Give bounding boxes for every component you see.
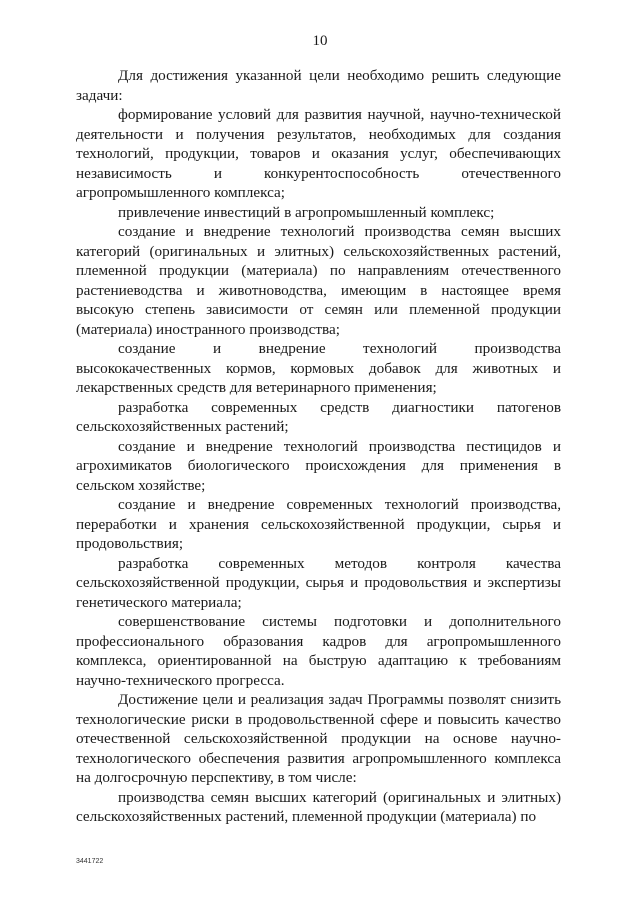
paragraph-task-diagnostics: разработка современных средств диагностики патогенов сельскохозяйственных растений; bbox=[76, 398, 561, 435]
document-body bbox=[76, 66, 561, 827]
paragraph-task-processing: создание и внедрение современных технологий производства, переработки и хранения сельскохозяйственной продукции, сырья и продовольствия; bbox=[76, 496, 561, 552]
paragraph-outcome-seeds: производства семян высших категорий (оригинальных и элитных) сельскохозяйственных растений, племенной продукции (материала) по bbox=[76, 788, 561, 825]
paragraph-task-seeds: создание и внедрение технологий производства семян высших категорий (оригинальных и элитных) сельскохозяйственных растений, племенной продукции (материала) по направлениям отечественного растениеводства и животноводства, имеющим в настоящее время высокую степень зависимости от семян или племенной продукции (материала) иностранного производства; bbox=[76, 223, 561, 338]
paragraph-task-feed: создание и внедрение технологий производства высококачественных кормов, кормовых добавок для животных и лекарственных средств для ветеринарного применения; bbox=[76, 340, 561, 396]
paragraph-intro: Для достижения указанной цели необходимо решить следующие задачи: bbox=[76, 67, 561, 104]
paragraph-outcomes: Достижение цели и реализация задач Программы позволят снизить технологические риски в продовольственной сфере и повысить качество отечественной сельскохозяйственной продукции на основе научно-технологического обеспечения развития агропромышленного комплекса на долгосрочную перспективу, в том числе: bbox=[76, 691, 561, 786]
paragraph-task-quality-control: разработка современных методов контроля качества сельскохозяйственной продукции, сырья и продовольствия и экспертизы генетического материала; bbox=[76, 554, 561, 611]
paragraph-task-investment: привлечение инвестиций в агропромышленный комплекс; bbox=[118, 203, 495, 221]
page-number: 10 bbox=[312, 33, 328, 49]
paragraph-task-education: совершенствование системы подготовки и дополнительного профессионального образования кадров для агропромышленного комплекса, ориентированной на быструю адаптацию к требованиям научно-технического прогресса. bbox=[76, 613, 561, 689]
document-code: 3441722 bbox=[76, 858, 104, 865]
paragraph-task-conditions: формирование условий для развития научной, научно-технической деятельности и получения результатов, необходимых для создания технологий, продукции, товаров и оказания услуг, обеспечивающих независимость и конкурентоспособность отечественного агропромышленного комплекса; bbox=[76, 106, 561, 201]
paragraph-task-pesticides: создание и внедрение технологий производства пестицидов и агрохимикатов биологического происхождения для применения в сельском хозяйстве; bbox=[76, 437, 561, 494]
